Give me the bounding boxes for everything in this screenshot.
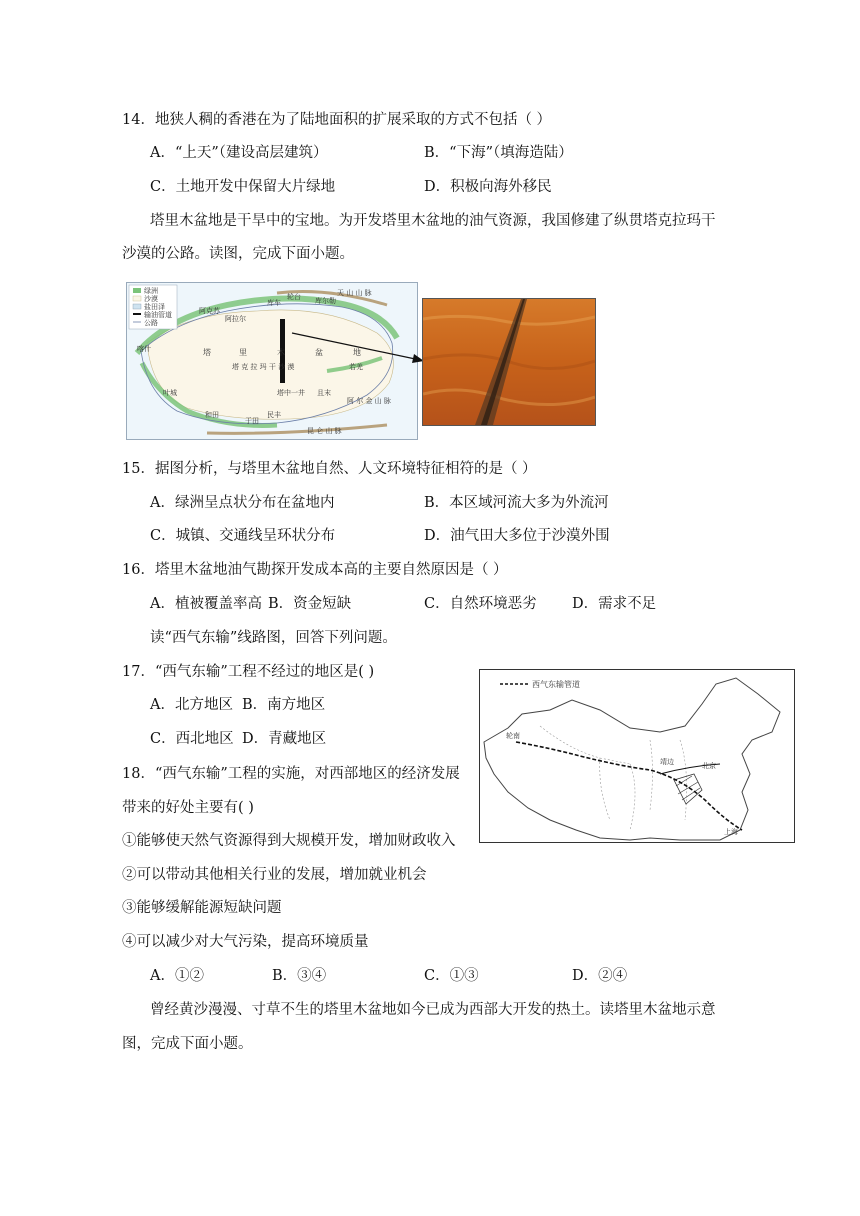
map1-legend-desert: 沙漠 [144,295,158,303]
map1-legend-oasis: 绿洲 [144,287,158,295]
q18-item-4: ④可以减少对大气污染，提高环境质量 [122,934,369,950]
map1-label-minfeng: 民丰 [267,411,281,419]
map2-label-beijing: 北京 [702,762,716,770]
q16-option-d: D．需求不足 [572,596,657,612]
map1-label-altun: 阿 尔 金 山 脉 [347,397,391,405]
pointer-arrow [290,330,430,370]
q14-option-b: B．“下海”（填海造陆） [424,145,573,161]
map1-label-ruoqiang: 若羌 [349,363,363,371]
map1-label-yecheng: 叶城 [163,389,177,397]
map1-label-korla: 库尔勒 [315,297,336,305]
map2-legend: 西气东输管道 [532,680,580,689]
map1-label-tianshan: 天 山 山 脉 [337,289,372,297]
map1-legend-salt: 盐田泽 [144,303,165,311]
q16-option-a: A．植被覆盖率高 [150,596,262,612]
q14-option-a: A．“上天”（建设高层建筑） [150,145,328,161]
q17-option-b: B．南方地区 [242,697,326,713]
q16-option-b: B．资金短缺 [268,596,352,612]
map1-label-kunlun: 昆 仑 山 脉 [307,427,342,435]
q16-stem: 16．塔里木盆地油气勘探开发成本高的主要自然原因是（ ） [122,562,508,578]
q17-option-a: A．北方地区 [150,697,233,713]
q18-stem-line1: 18．“西气东输”工程的实施，对西部地区的经济发展 [122,766,460,782]
map1-label-ta: 塔 [203,348,211,357]
q18-option-b: B．③④ [272,968,327,984]
intro1-line2: 沙漠的公路。读图，完成下面小题。 [122,246,354,262]
q15-option-a: A．绿洲呈点状分布在盆地内 [150,495,335,511]
map1-label-li: 里 [239,348,247,357]
q18-item-1: ①能够使天然气资源得到大规模开发，增加财政收入 [122,833,456,849]
map2-label-lunnan: 轮南 [506,732,520,740]
q15-stem: 15．据图分析，与塔里木盆地自然、人文环境特征相符的是（ ） [122,461,537,477]
intro1-line1: 塔里木盆地是干旱中的宝地。为开发塔里木盆地的油气资源，我国修建了纵贯塔克拉玛干 [150,213,716,229]
q15-option-d: D．油气田大多位于沙漠外围 [424,528,610,544]
q18-stem-line2: 带来的好处主要有( ) [122,800,254,816]
map1-legend-pipeline: 输油管道 [144,311,172,319]
q15-option-b: B．本区域河流大多为外流河 [424,495,609,511]
map1-label-hotan: 和田 [205,411,219,419]
q14-option-d: D．积极向海外移民 [424,179,552,195]
map1-label-well: 塔中一井 [277,389,305,397]
map1-label-qiemo: 且末 [317,389,331,397]
map1-label-pen: 盆 [315,348,323,357]
desert-highway-photo [422,298,596,426]
q18-option-c: C．①③ [424,968,479,984]
west-east-gas-map [479,669,795,843]
q16-option-c: C．自然环境恶劣 [424,596,537,612]
map1-label-di: 地 [353,348,361,357]
q18-option-d: D．②④ [572,968,628,984]
q18-item-3: ③能够缓解能源短缺问题 [122,900,282,916]
map1-legend-road: 公路 [144,319,158,327]
map1-label-alar: 阿拉尔 [225,315,246,323]
q18-option-a: A．①② [150,968,204,984]
q17-option-d: D．青藏地区 [242,731,327,747]
intro3-line1: 曾经黄沙漫漫、寸草不生的塔里木盆地如今已成为西部大开发的热土。读塔里木盆地示意 [150,1002,716,1018]
map1-label-mu: 木 [277,348,285,357]
q17-option-c: C．西北地区 [150,731,234,747]
map1-label-kashgar: 喀什 [137,345,151,353]
intro2: 读“西气东输”线路图，回答下列问题。 [150,630,397,646]
map2-label-shanghai: 上海 [724,828,738,836]
map1-label-aksu: 阿克苏 [199,307,220,315]
intro3-line2: 图，完成下面小题。 [122,1036,253,1052]
map2-label-jingbian: 靖边 [660,758,674,766]
map1-label-yutian: 于田 [245,417,259,425]
q14-stem: 14．地狭人稠的香港在为了陆地面积的扩展采取的方式不包括（ ） [122,112,552,128]
q17-stem: 17．“西气东输”工程不经过的地区是( ) [122,664,375,680]
q15-option-c: C．城镇、交通线呈环状分布 [150,528,336,544]
q14-option-c: C．土地开发中保留大片绿地 [150,179,336,195]
map1-label-kuqa: 库车 [267,299,281,307]
q18-item-2: ②可以带动其他相关行业的发展，增加就业机会 [122,867,427,883]
map1-label-luntai: 轮台 [287,293,301,301]
map1-label-desert: 塔 克 拉 玛 干 沙 漠 [232,363,295,371]
